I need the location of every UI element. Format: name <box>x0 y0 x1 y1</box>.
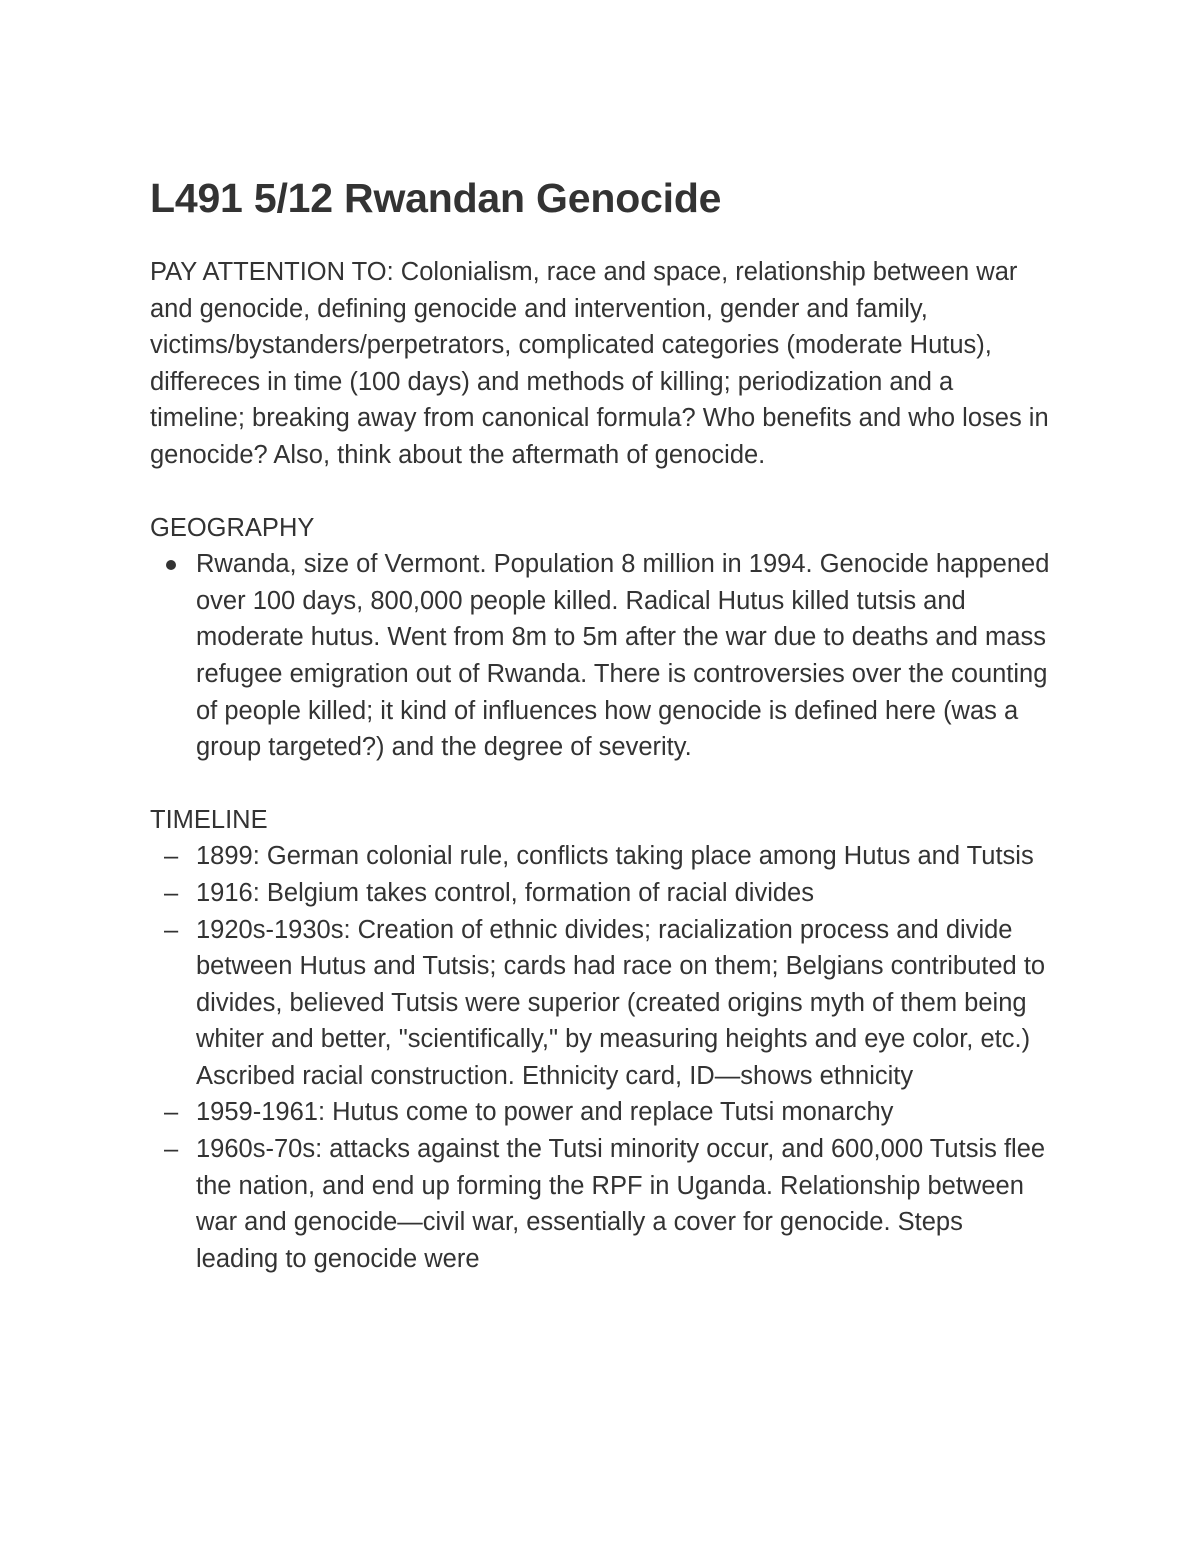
list-item <box>150 875 1050 912</box>
list-item <box>150 1131 1050 1277</box>
list-item-text: 1959-1961: Hutus come to power and replace Tutsi monarchy <box>196 1098 894 1127</box>
dash-icon: – <box>164 878 179 907</box>
list-item-text: Rwanda, size of Vermont. Population 8 million in 1994. Genocide happened over 100 days, 800,000 people killed. Radical Hutus killed tutsis and moderate hutus. Went from 8m to 5m after the war due to deaths and mass refugee emigration out of Rwanda. There is controversies over the counting of people killed; it kind of influences how genocide is defined here (was a group targeted?) and the degree of severity. <box>196 550 1050 762</box>
intro-paragraph: PAY ATTENTION TO: Colonialism, race and space, relationship between war and genocide, defining genocide and intervention, gender and family, victims/bystanders/perpetrators, complicated categories (moderate Hutus), differeces in time (100 days) and methods of killing; periodization and a timeline; breaking away from canonical formula? Who benefits and who loses in genocide? Also, think about the aftermath of genocide. <box>150 258 1049 469</box>
list-item <box>150 546 1050 766</box>
section-spacer <box>150 474 1050 510</box>
geography-list <box>150 546 1050 766</box>
geography-heading: GEOGRAPHY <box>150 513 315 542</box>
list-item-text: 1920s-1930s: Creation of ethnic divides; racialization process and divide between Hutus and Tutsis; cards had race on them; Belgians contributed to divides, believed Tutsis were superior (created origins myth of them being whiter and better, "scientifically," by measuring heights and eye color, etc.) Ascribed racial construction. Ethnicity card, ID—shows ethnicity <box>196 915 1046 1090</box>
list-item-text: 1899: German colonial rule, conflicts taking place among Hutus and Tutsis <box>196 842 1034 871</box>
bullet-icon <box>166 560 176 570</box>
timeline-list <box>150 838 1050 1277</box>
dash-icon: – <box>164 1135 179 1164</box>
dash-icon: – <box>164 1098 179 1127</box>
list-item <box>150 838 1050 875</box>
dash-icon: – <box>164 915 179 944</box>
dash-icon: – <box>164 842 179 871</box>
list-item <box>150 1094 1050 1131</box>
page-title: L491 5/12 Rwandan Genocide <box>150 175 722 221</box>
list-item-text: 1960s-70s: attacks against the Tutsi minority occur, and 600,000 Tutsis flee the nation, and end up forming the RPF in Uganda. Relationship between war and genocide—civil war, essentially a cover for genocide. Steps leading to genocide were <box>196 1135 1046 1273</box>
list-item <box>150 912 1050 1095</box>
list-item-text: 1916: Belgium takes control, formation of racial divides <box>196 878 814 907</box>
timeline-section <box>150 802 1050 1278</box>
timeline-heading: TIMELINE <box>150 805 268 834</box>
section-spacer <box>150 766 1050 802</box>
geography-section <box>150 510 1050 766</box>
